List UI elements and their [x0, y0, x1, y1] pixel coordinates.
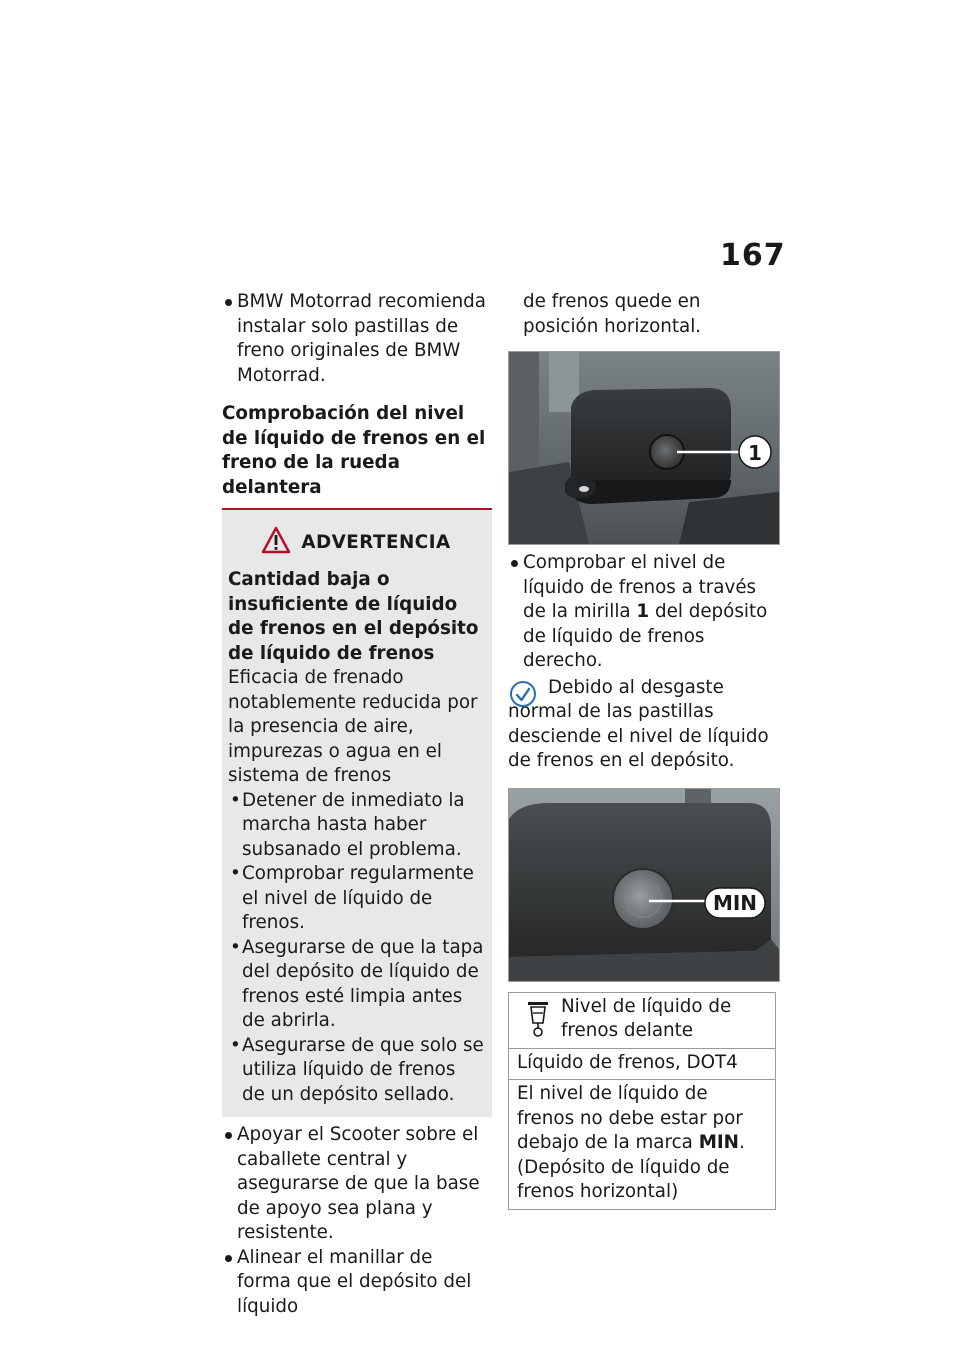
- spec-requirement-end: . (Depósito de líquido de frenos horizontal): [517, 1132, 745, 1202]
- check-text-start: Comprobar el nivel de líquido de frenos a través de la mirilla: [523, 552, 757, 622]
- spec-requirement-start: El nivel de líquido de frenos no debe estar por debajo de la marca: [517, 1083, 743, 1153]
- continuation-text: de frenos quede en posición horizontal.: [523, 291, 702, 337]
- list-item: [508, 551, 780, 674]
- check-text-end: del depósito de líquido de frenos derecho.: [523, 601, 768, 671]
- right-column: [508, 290, 780, 1210]
- spec-table: [508, 992, 776, 1210]
- intro-list: [222, 290, 492, 388]
- reservoir-figure: [508, 351, 780, 545]
- warning-box: [222, 510, 492, 1117]
- spec-fluid: Líquido de frenos, DOT4: [509, 1048, 776, 1080]
- spec-requirement-cell: [509, 1080, 776, 1210]
- warning-subtitle: Cantidad baja o insuficiente de líquido de frenos en el depósito de líquido de frenos: [228, 569, 479, 664]
- table-row: [509, 1080, 776, 1210]
- min-mark-figure: [508, 788, 780, 982]
- list-item: • Asegurarse de que solo se utiliza líquido de frenos de un depósito sellado.: [228, 1034, 484, 1108]
- check-list: [508, 551, 780, 674]
- info-note: [508, 676, 780, 774]
- table-row: [509, 992, 776, 1048]
- warning-triangle-icon: [261, 526, 291, 558]
- list-item: Apoyar el Scooter sobre el caballete central y asegurarse de que la base de apoyo sea plana y resistente.: [222, 1123, 492, 1246]
- section-heading: Comprobación del nivel de líquido de frenos en el freno de la rueda delantera: [222, 403, 486, 498]
- figure-callout-1: 1: [748, 441, 762, 465]
- fluid-level-icon: [525, 999, 551, 1047]
- spec-title-cell: [509, 992, 776, 1048]
- procedure-list: [222, 1123, 492, 1319]
- warning-text: Eficacia de frenado notablemente reducida por la presencia de aire, impurezas o agua en el sistema de frenos: [228, 667, 478, 786]
- min-mark-reference: MIN: [698, 1132, 739, 1153]
- warning-header: [228, 526, 484, 558]
- warning-actions: [228, 789, 484, 1108]
- info-icon: [508, 678, 538, 716]
- table-row: [509, 1048, 776, 1080]
- left-column: [222, 290, 492, 1319]
- warning-title: ADVERTENCIA: [301, 531, 451, 553]
- figure-callout-min: MIN: [712, 890, 758, 915]
- page-number: 167: [720, 238, 786, 273]
- note-text: Debido al desgaste normal de las pastillas desciende el nivel de líquido de frenos en el depósito.: [508, 676, 769, 771]
- list-item: • Comprobar regularmente el nivel de líquido de frenos.: [228, 862, 484, 936]
- spec-title: Nivel de líquido de frenos delante: [561, 995, 732, 1041]
- sight-glass-reference: 1: [636, 601, 650, 622]
- list-item: Alinear el manillar de forma que el depósito del líquido: [222, 1246, 492, 1320]
- list-item: • Detener de inmediato la marcha hasta haber subsanado el problema.: [228, 789, 484, 863]
- list-item: • Asegurarse de que la tapa del depósito de líquido de frenos esté limpia antes de abrirla.: [228, 936, 484, 1034]
- list-item: BMW Motorrad recomienda instalar solo pastillas de freno originales de BMW Motorrad.: [222, 290, 492, 388]
